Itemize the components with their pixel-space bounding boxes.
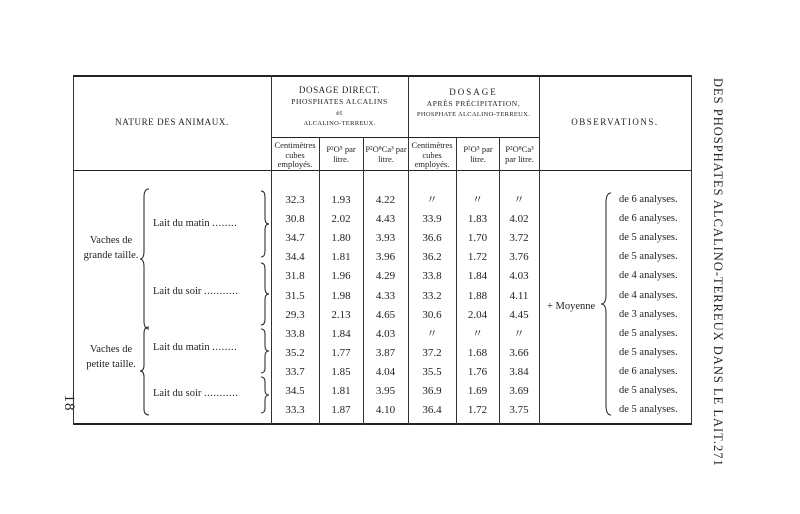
header-precip	[408, 87, 539, 120]
milk-label-dots: ...........	[204, 388, 239, 399]
cell-observation: de 6 analyses.	[619, 365, 678, 377]
running-head	[698, 78, 728, 467]
cell-cc-precip: 36.9	[422, 385, 442, 397]
cell-cc-direct: 32.3	[285, 194, 305, 206]
running-head-page: 271	[711, 445, 725, 467]
header-nature: NATURE DES ANIMAUX.	[115, 117, 229, 127]
cell-cc-direct: 31.8	[285, 270, 305, 283]
cell-cc-direct: 33.7	[285, 365, 305, 378]
cell-p2o8ca3-precip: 3.72	[509, 232, 529, 245]
subheader-p2o8-direct: P²O⁸Ca³ par litre.	[365, 144, 407, 164]
header-direct-line4: ALCALINO-TERREUX.	[303, 120, 376, 127]
cell-p2o5-precip: 1.69	[467, 385, 488, 397]
cell-observation: de 6 analyses.	[619, 213, 678, 225]
header-bottom-rule	[73, 170, 692, 171]
milk-label-dots: ........	[212, 342, 238, 353]
cell-cc-direct: 33.8	[285, 327, 305, 340]
cell-p2o5-direct: 1.81	[331, 385, 351, 397]
cell-cc-precip: 35.5	[422, 365, 442, 378]
header-precip-line3: PHOSPHATE ALCALINO-TERREUX.	[416, 111, 531, 118]
cell-p2o5-direct: 1.77	[331, 346, 351, 359]
cell-cc-direct: 34.4	[285, 251, 305, 264]
cell-p2o5-precip: 1.83	[467, 213, 488, 226]
subheader-cc-precip: Centimètres cubes employés.	[411, 140, 453, 169]
cell-cc-precip: 36.6	[422, 232, 442, 245]
milk-label-dots: ........	[212, 218, 238, 229]
page-number: 18	[61, 394, 77, 412]
subheader-p2o8-precip: P²O⁸Ca³ par litre.	[505, 144, 534, 164]
animal-group-small: Vaches de petite taille.	[86, 344, 136, 370]
cell-p2o8ca3-precip: 4.11	[509, 289, 529, 302]
milk-label-text: Lait du matin	[153, 218, 210, 229]
cell-observation: de 5 analyses.	[619, 346, 678, 358]
header-precip-title: DOSAGE	[449, 87, 498, 97]
milk-label-text: Lait du soir	[153, 388, 202, 399]
cell-observation: de 5 analyses.	[619, 385, 678, 396]
cell-p2o8ca3-direct: 4.43	[375, 213, 396, 226]
cell-cc-direct: 29.3	[285, 308, 305, 321]
data-table	[73, 75, 692, 425]
cell-p2o5-direct: 1.81	[331, 251, 351, 264]
cell-p2o8ca3-direct: 3.93	[375, 232, 396, 245]
cell-observation: de 6 analyses.	[619, 194, 678, 205]
cell-p2o5-direct: 1.93	[331, 194, 351, 206]
cell-p2o8ca3-direct: 3.95	[375, 385, 396, 397]
cell-cc-direct: 31.5	[285, 289, 305, 302]
cell-cc-precip: 33.9	[422, 213, 442, 226]
milk-label-text: Lait du matin	[153, 342, 210, 353]
cell-p2o5-precip: 1.68	[467, 346, 488, 359]
cell-p2o5-direct: 2.02	[331, 213, 351, 226]
header-direct-line2: PHOSPHATES ALCALINS	[291, 97, 388, 106]
cell-p2o8ca3-precip: 3.84	[509, 365, 529, 378]
brace-small-evening	[259, 375, 271, 415]
cell-p2o8ca3-direct: 4.10	[375, 404, 396, 417]
brace-large-group	[139, 187, 151, 331]
table-right-rule	[691, 75, 692, 425]
cell-p2o5-direct: 1.84	[331, 327, 351, 340]
cell-observation: de 4 analyses.	[619, 289, 678, 301]
cell-observation: de 4 analyses.	[619, 270, 678, 282]
running-head-title: DES PHOSPHATES ALCALINO-TERREUX DANS LE LAIT.	[711, 78, 725, 445]
cell-p2o8ca3-direct: 3.87	[375, 346, 396, 359]
cell-cc-precip: 〃	[426, 194, 438, 206]
cell-p2o5-direct: 1.80	[331, 232, 351, 245]
milk-label-small-evening	[153, 388, 238, 399]
cell-observation: de 3 analyses.	[619, 308, 678, 320]
cell-cc-direct: 30.8	[285, 213, 305, 226]
cell-cc-precip: 33.2	[422, 289, 442, 302]
cell-observation: de 5 analyses.	[619, 327, 678, 339]
cell-p2o5-precip: 1.70	[467, 232, 488, 245]
cell-cc-direct: 34.7	[285, 232, 305, 245]
milk-label-text: Lait du soir	[153, 286, 202, 297]
cell-p2o8ca3-precip: 4.45	[509, 308, 529, 321]
cell-p2o5-direct: 1.98	[331, 289, 351, 302]
brace-small-group	[139, 325, 151, 417]
cell-p2o5-precip: 〃	[472, 327, 483, 340]
cell-cc-direct: 34.5	[285, 385, 305, 397]
cell-p2o5-direct: 2.13	[331, 308, 351, 321]
cell-p2o8ca3-precip: 4.03	[509, 270, 529, 283]
subheader-cc-direct: Centimètres cubes employés.	[274, 140, 316, 169]
cell-p2o8ca3-precip: 3.66	[509, 346, 529, 359]
brace-observations	[599, 191, 613, 417]
cell-cc-direct: 35.2	[285, 346, 305, 359]
cell-p2o8ca3-direct: 4.04	[375, 365, 396, 378]
subheader-p2o5-precip: P²O⁵ par litre.	[463, 144, 493, 164]
cell-cc-precip: 〃	[426, 327, 438, 340]
brace-large-morning	[259, 189, 271, 259]
table-bottom-rule	[73, 423, 692, 425]
cell-cc-precip: 36.4	[422, 404, 442, 417]
cell-observation: de 5 analyses.	[619, 404, 678, 416]
header-observations: OBSERVATIONS.	[571, 117, 659, 127]
cell-p2o5-precip: 1.72	[467, 404, 488, 417]
cell-cc-precip: 30.6	[422, 308, 442, 321]
cell-cc-precip: 36.2	[422, 251, 442, 264]
cell-observation: de 5 analyses.	[619, 232, 678, 244]
subheader-p2o5-direct: P²O⁵ par litre.	[326, 144, 356, 164]
cell-p2o8ca3-direct: 4.29	[375, 270, 396, 283]
cell-p2o5-precip: 2.04	[467, 308, 488, 321]
header-direct-title: DOSAGE DIRECT.	[298, 85, 381, 95]
cell-p2o8ca3-direct: 4.03	[375, 327, 396, 340]
cell-cc-precip: 37.2	[422, 346, 442, 359]
cell-p2o5-precip: 1.88	[467, 289, 488, 302]
table-top-rule	[73, 75, 692, 77]
milk-label-small-morning	[153, 342, 237, 353]
cell-p2o8ca3-precip: 3.76	[509, 251, 529, 264]
brace-small-morning	[259, 327, 271, 375]
milk-label-large-evening	[153, 286, 238, 297]
cell-p2o8ca3-direct: 4.65	[375, 308, 396, 321]
animal-group-large: Vaches de grande taille.	[83, 235, 139, 261]
cell-p2o8ca3-precip: 3.69	[509, 385, 529, 397]
cell-p2o8ca3-direct: 4.33	[375, 289, 396, 302]
cell-cc-precip: 33.8	[422, 270, 442, 283]
header-direct	[271, 85, 408, 129]
cell-p2o8ca3-precip: 4.02	[509, 213, 529, 226]
brace-large-evening	[259, 261, 271, 327]
cell-p2o5-direct: 1.85	[331, 365, 351, 378]
milk-label-dots: ...........	[204, 286, 239, 297]
cell-p2o8ca3-direct: 3.96	[375, 251, 396, 264]
cell-p2o5-direct: 1.96	[331, 270, 351, 283]
cell-p2o8ca3-precip: 〃	[513, 194, 525, 206]
cell-p2o5-precip: 1.76	[467, 365, 488, 378]
cell-p2o5-direct: 1.87	[331, 404, 351, 417]
cell-p2o8ca3-direct: 4.22	[375, 194, 396, 206]
cell-observation: de 5 analyses.	[619, 251, 678, 263]
header-direct-line3: et	[336, 108, 343, 117]
cell-cc-direct: 33.3	[285, 404, 305, 417]
header-precip-line2: APRÈS PRÉCIPITATION,	[426, 99, 521, 108]
cell-p2o5-precip: 1.84	[467, 270, 488, 283]
cell-p2o5-precip: 1.72	[467, 251, 488, 264]
milk-label-large-morning	[153, 218, 237, 229]
moyenne-label: + Moyenne	[547, 301, 596, 312]
cell-p2o5-precip: 〃	[472, 194, 483, 206]
cell-p2o8ca3-precip: 〃	[513, 327, 525, 340]
cell-p2o8ca3-precip: 3.75	[509, 404, 529, 417]
